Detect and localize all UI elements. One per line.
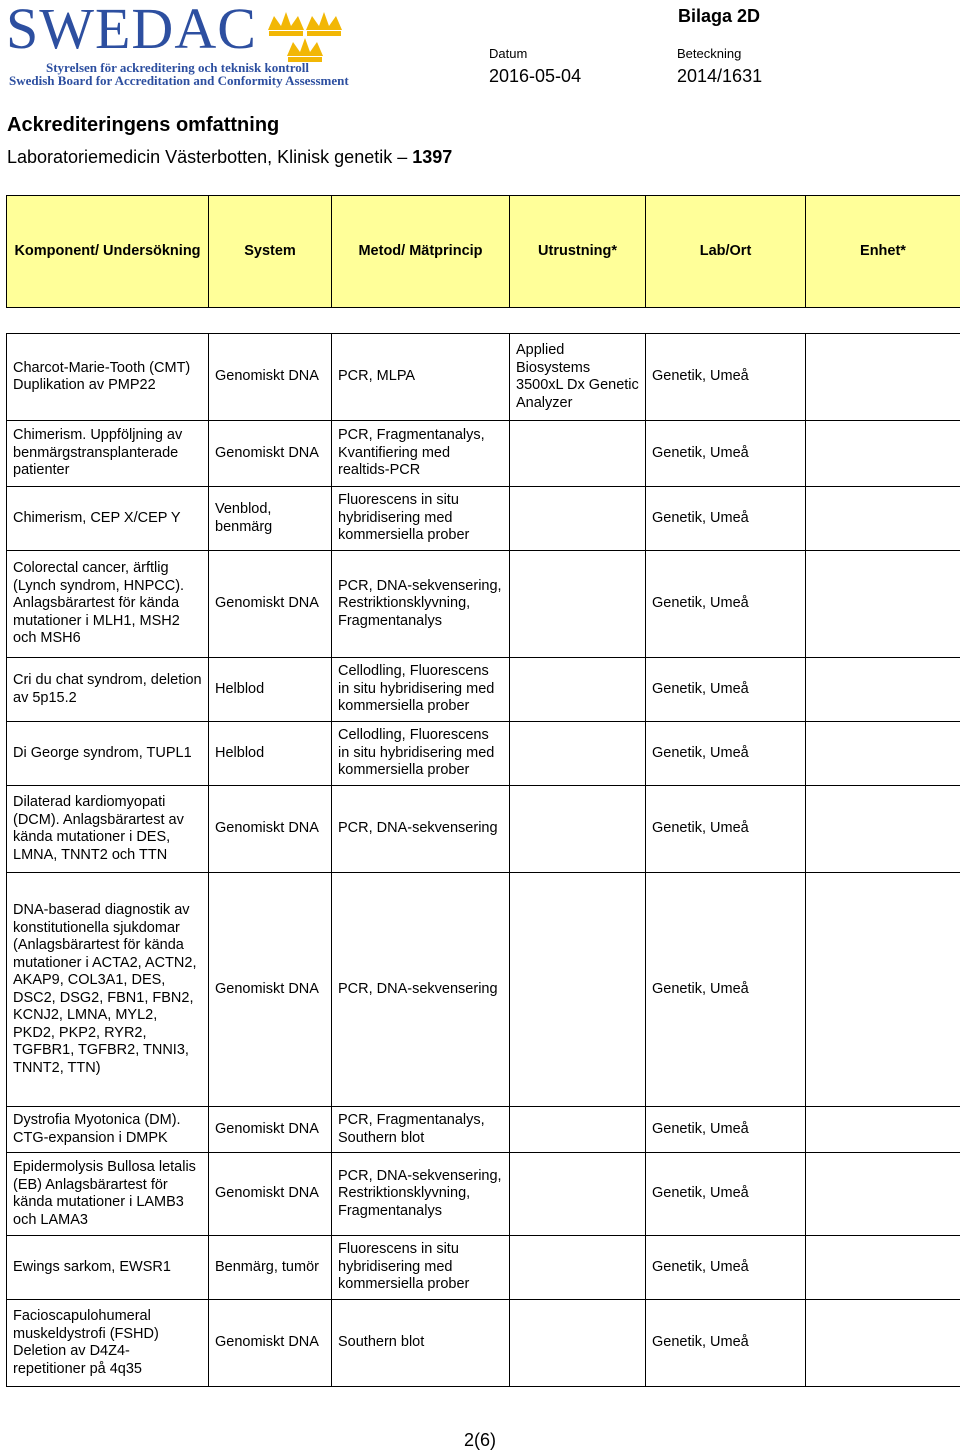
table-cell bbox=[806, 873, 960, 1107]
table-cell: Genetik, Umeå bbox=[646, 551, 806, 658]
table-cell bbox=[510, 722, 646, 786]
table-cell bbox=[806, 421, 960, 487]
table-cell bbox=[510, 1153, 646, 1236]
table-cell: DNA-baserad diagnostik av konstitutionella sjukdomar (Anlagsbärartest för kända mutationer i ACTA2, ACTN2, AKAP9, COL3A1, DES, DSC2, DSG2, FBN1, FBN2, KCNJ2, LMNA, MYL2, PKD2, PKP2, RYR2, TGFBR1, TGFBR2, TNNI3, TNNT2, TTN) bbox=[7, 873, 209, 1107]
table-cell: Epidermolysis Bullosa letalis (EB) Anlagsbärartest för kända mutationer i LAMB3 och LAMA3 bbox=[7, 1153, 209, 1236]
col-header-metod: Metod/ Mätprincip bbox=[332, 196, 510, 308]
table-cell: Genetik, Umeå bbox=[646, 722, 806, 786]
table-cell: Genetik, Umeå bbox=[646, 786, 806, 873]
table-cell bbox=[806, 551, 960, 658]
table-cell bbox=[806, 1236, 960, 1300]
table-row bbox=[7, 722, 960, 786]
table-cell: PCR, Fragmentanalys, Southern blot bbox=[332, 1107, 510, 1153]
table-row bbox=[7, 1236, 960, 1300]
datum-value: 2016-05-04 bbox=[489, 66, 582, 86]
table-cell bbox=[510, 786, 646, 873]
table-cell: Colorectal cancer, ärftlig (Lynch syndrom, HNPCC). Anlagsbärartest för kända mutationer i MLH1, MSH2 och MSH6 bbox=[7, 551, 209, 658]
table-cell bbox=[510, 551, 646, 658]
table-cell: Charcot-Marie-Tooth (CMT) Duplikation av PMP22 bbox=[7, 334, 209, 421]
table-cell: Southern blot bbox=[332, 1300, 510, 1387]
table-cell: Chimerism, CEP X/CEP Y bbox=[7, 487, 209, 551]
beteckning-value: 2014/1631 bbox=[677, 66, 763, 86]
col-header-utrustning: Utrustning* bbox=[510, 196, 646, 308]
logo-tagline-en: Swedish Board for Accreditation and Conformity Assessment bbox=[9, 73, 349, 88]
table-cell: Helblod bbox=[209, 722, 332, 786]
table-cell: Genetik, Umeå bbox=[646, 1236, 806, 1300]
header-row bbox=[7, 196, 960, 308]
table-cell: Genomiskt DNA bbox=[209, 873, 332, 1107]
table-cell: Dystrofia Myotonica (DM). CTG-expansion i DMPK bbox=[7, 1107, 209, 1153]
table-cell: Genetik, Umeå bbox=[646, 1300, 806, 1387]
table-row bbox=[7, 487, 960, 551]
col-header-system: System bbox=[209, 196, 332, 308]
table-cell: Cellodling, Fluorescens in situ hybridisering med kommersiella prober bbox=[332, 722, 510, 786]
table-cell bbox=[510, 1300, 646, 1387]
table-cell bbox=[510, 873, 646, 1107]
table-cell: Cri du chat syndrom, deletion av 5p15.2 bbox=[7, 658, 209, 722]
table-cell: Genomiskt DNA bbox=[209, 786, 332, 873]
table-cell bbox=[510, 421, 646, 487]
table-cell: Genomiskt DNA bbox=[209, 1300, 332, 1387]
table-cell: Benmärg, tumör bbox=[209, 1236, 332, 1300]
logo-tagline-sv: Styrelsen för ackreditering och teknisk kontroll bbox=[46, 60, 310, 75]
datum-label: Datum bbox=[489, 46, 528, 61]
table-row bbox=[7, 551, 960, 658]
table-cell: Genetik, Umeå bbox=[646, 1153, 806, 1236]
table-cell: Genetik, Umeå bbox=[646, 873, 806, 1107]
table-cell: Genetik, Umeå bbox=[646, 421, 806, 487]
table-cell bbox=[806, 658, 960, 722]
accreditation-number: 1397 bbox=[412, 147, 453, 167]
table-cell: Genetik, Umeå bbox=[646, 658, 806, 722]
table-cell: Chimerism. Uppföljning av benmärgstransplanterade patienter bbox=[7, 421, 209, 487]
table-cell: Facioscapulohumeral muskeldystrofi (FSHD) Deletion av D4Z4-repetitioner på 4q35 bbox=[7, 1300, 209, 1387]
table-cell bbox=[806, 487, 960, 551]
table-cell: PCR, DNA-sekvensering bbox=[332, 786, 510, 873]
table-cell: Genomiskt DNA bbox=[209, 1153, 332, 1236]
table-row bbox=[7, 1300, 960, 1387]
page-number: 2(6) bbox=[463, 1430, 496, 1450]
table-row bbox=[7, 786, 960, 873]
table-cell: Di George syndrom, TUPL1 bbox=[7, 722, 209, 786]
table-row bbox=[7, 421, 960, 487]
table-cell bbox=[510, 1107, 646, 1153]
table-row bbox=[7, 334, 960, 421]
table-cell: PCR, DNA-sekvensering bbox=[332, 873, 510, 1107]
table-cell bbox=[806, 1153, 960, 1236]
table-cell: Fluorescens in situ hybridisering med kommersiella prober bbox=[332, 1236, 510, 1300]
page-subtitle bbox=[7, 147, 452, 168]
table-row bbox=[7, 1153, 960, 1236]
table-cell bbox=[806, 1300, 960, 1387]
three-crowns-icon bbox=[262, 10, 348, 66]
table-cell bbox=[806, 1107, 960, 1153]
table-cell: Applied Biosystems 3500xL Dx Genetic Analyzer bbox=[510, 334, 646, 421]
beteckning-label: Beteckning bbox=[677, 46, 742, 61]
table-cell: Genomiskt DNA bbox=[209, 421, 332, 487]
page-title: Ackrediteringens omfattning bbox=[7, 114, 280, 136]
bilaga-label: Bilaga 2D bbox=[678, 6, 761, 26]
table-cell: PCR, DNA-sekvensering, Restriktionsklyvning, Fragmentanalys bbox=[332, 551, 510, 658]
table-cell: Genomiskt DNA bbox=[209, 1107, 332, 1153]
table-cell: Cellodling, Fluorescens in situ hybridisering med kommersiella prober bbox=[332, 658, 510, 722]
table-cell: Dilaterad kardiomyopati (DCM). Anlagsbärartest av kända mutationer i DES, LMNA, TNNT2 och TTN bbox=[7, 786, 209, 873]
table-cell: Genetik, Umeå bbox=[646, 334, 806, 421]
table-cell: Genomiskt DNA bbox=[209, 334, 332, 421]
table-row bbox=[7, 873, 960, 1107]
table-cell: Venblod, benmärg bbox=[209, 487, 332, 551]
table-cell: Genetik, Umeå bbox=[646, 487, 806, 551]
table-cell: Helblod bbox=[209, 658, 332, 722]
logo-wordmark: SWEDAC bbox=[6, 0, 257, 61]
table-cell bbox=[510, 658, 646, 722]
table-row bbox=[7, 658, 960, 722]
scope-table bbox=[6, 333, 960, 1387]
table-cell bbox=[510, 487, 646, 551]
table-cell bbox=[806, 334, 960, 421]
table-cell: Genomiskt DNA bbox=[209, 551, 332, 658]
table-cell: Ewings sarkom, EWSR1 bbox=[7, 1236, 209, 1300]
scope-table-header bbox=[6, 195, 960, 308]
table-cell: Fluorescens in situ hybridisering med kommersiella prober bbox=[332, 487, 510, 551]
subtitle-text: Laboratoriemedicin Västerbotten, Klinisk genetik – bbox=[7, 147, 413, 167]
table-cell: PCR, MLPA bbox=[332, 334, 510, 421]
table-cell bbox=[510, 1236, 646, 1300]
col-header-komponent: Komponent/ Undersökning bbox=[7, 196, 209, 308]
table-cell: PCR, DNA-sekvensering, Restriktionsklyvning, Fragmentanalys bbox=[332, 1153, 510, 1236]
table-cell: Genetik, Umeå bbox=[646, 1107, 806, 1153]
col-header-lab-ort: Lab/Ort bbox=[646, 196, 806, 308]
table-cell bbox=[806, 786, 960, 873]
col-header-enhet: Enhet* bbox=[806, 196, 960, 308]
table-cell: PCR, Fragmentanalys, Kvantifiering med realtids-PCR bbox=[332, 421, 510, 487]
table-row bbox=[7, 1107, 960, 1153]
table-cell bbox=[806, 722, 960, 786]
swedac-logo bbox=[6, 0, 349, 88]
